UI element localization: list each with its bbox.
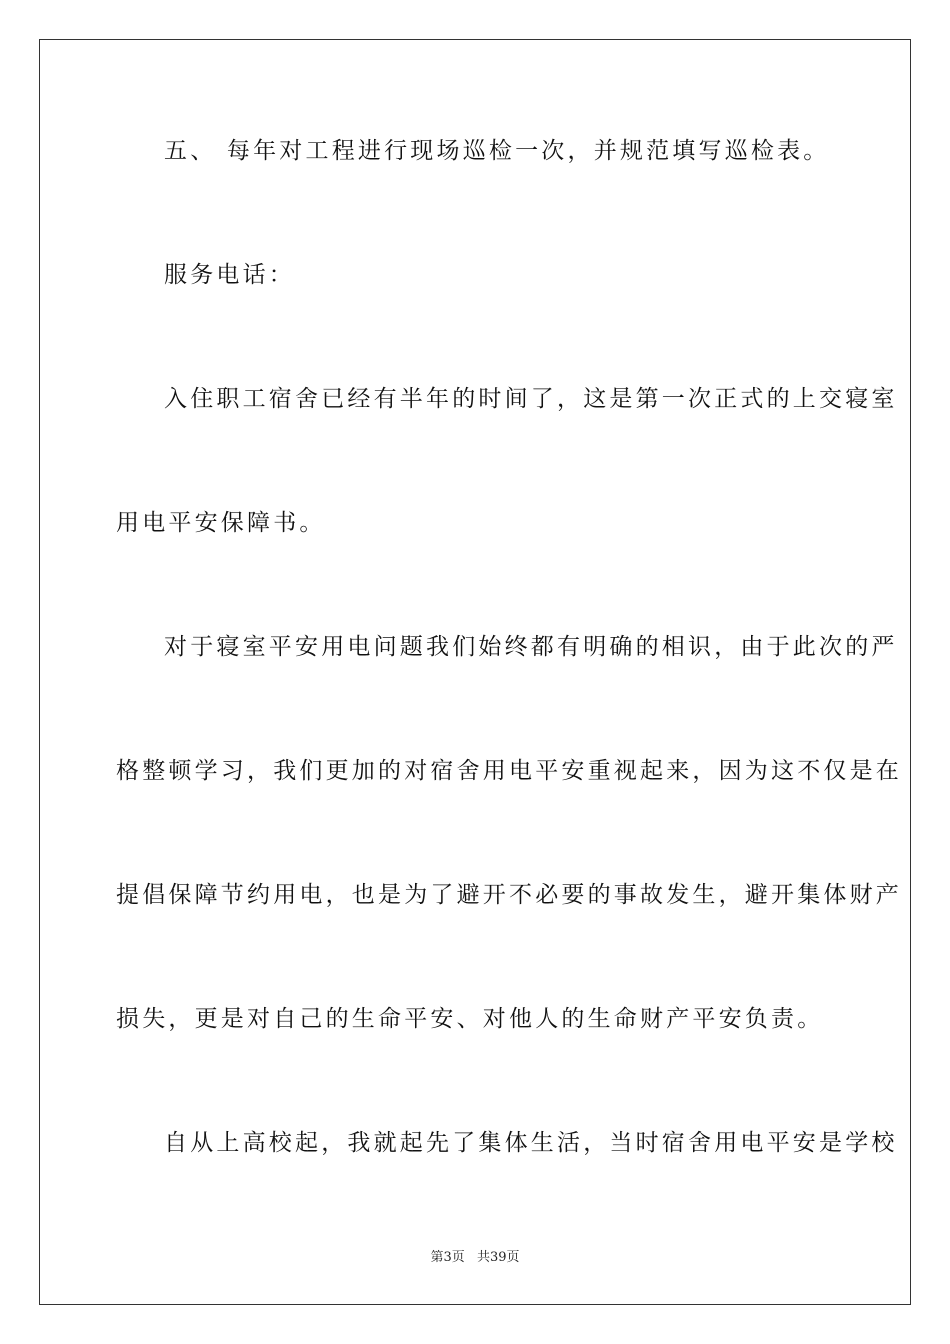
- paragraph-line: 服务电话：: [164, 262, 295, 288]
- paragraph-line: 五、 每年对工程进行现场巡检一次，并规范填写巡检表。: [164, 138, 830, 164]
- paragraph-line: 提倡保障节约用电，也是为了避开不必要的事故发生，避开集体财产: [116, 882, 902, 908]
- paragraph-line: 入住职工宿舍已经有半年的时间了，这是第一次正式的上交寝室: [164, 386, 898, 412]
- page-frame: [39, 39, 911, 1305]
- total-pages: 共39页: [476, 1250, 520, 1265]
- paragraph-line: 用电平安保障书。: [116, 510, 326, 536]
- paragraph-line: 对于寝室平安用电问题我们始终都有明确的相识，由于此次的严: [164, 634, 898, 660]
- page-footer: [0, 1250, 950, 1266]
- paragraph-line: 自从上高校起，我就起先了集体生活，当时宿舍用电平安是学校: [164, 1130, 898, 1156]
- paragraph-line: 损失，更是对自己的生命平安、对他人的生命财产平安负责。: [116, 1006, 824, 1032]
- paragraph-line: 格整顿学习，我们更加的对宿舍用电平安重视起来，因为这不仅是在: [116, 758, 902, 784]
- page-number: 第3页: [430, 1250, 465, 1265]
